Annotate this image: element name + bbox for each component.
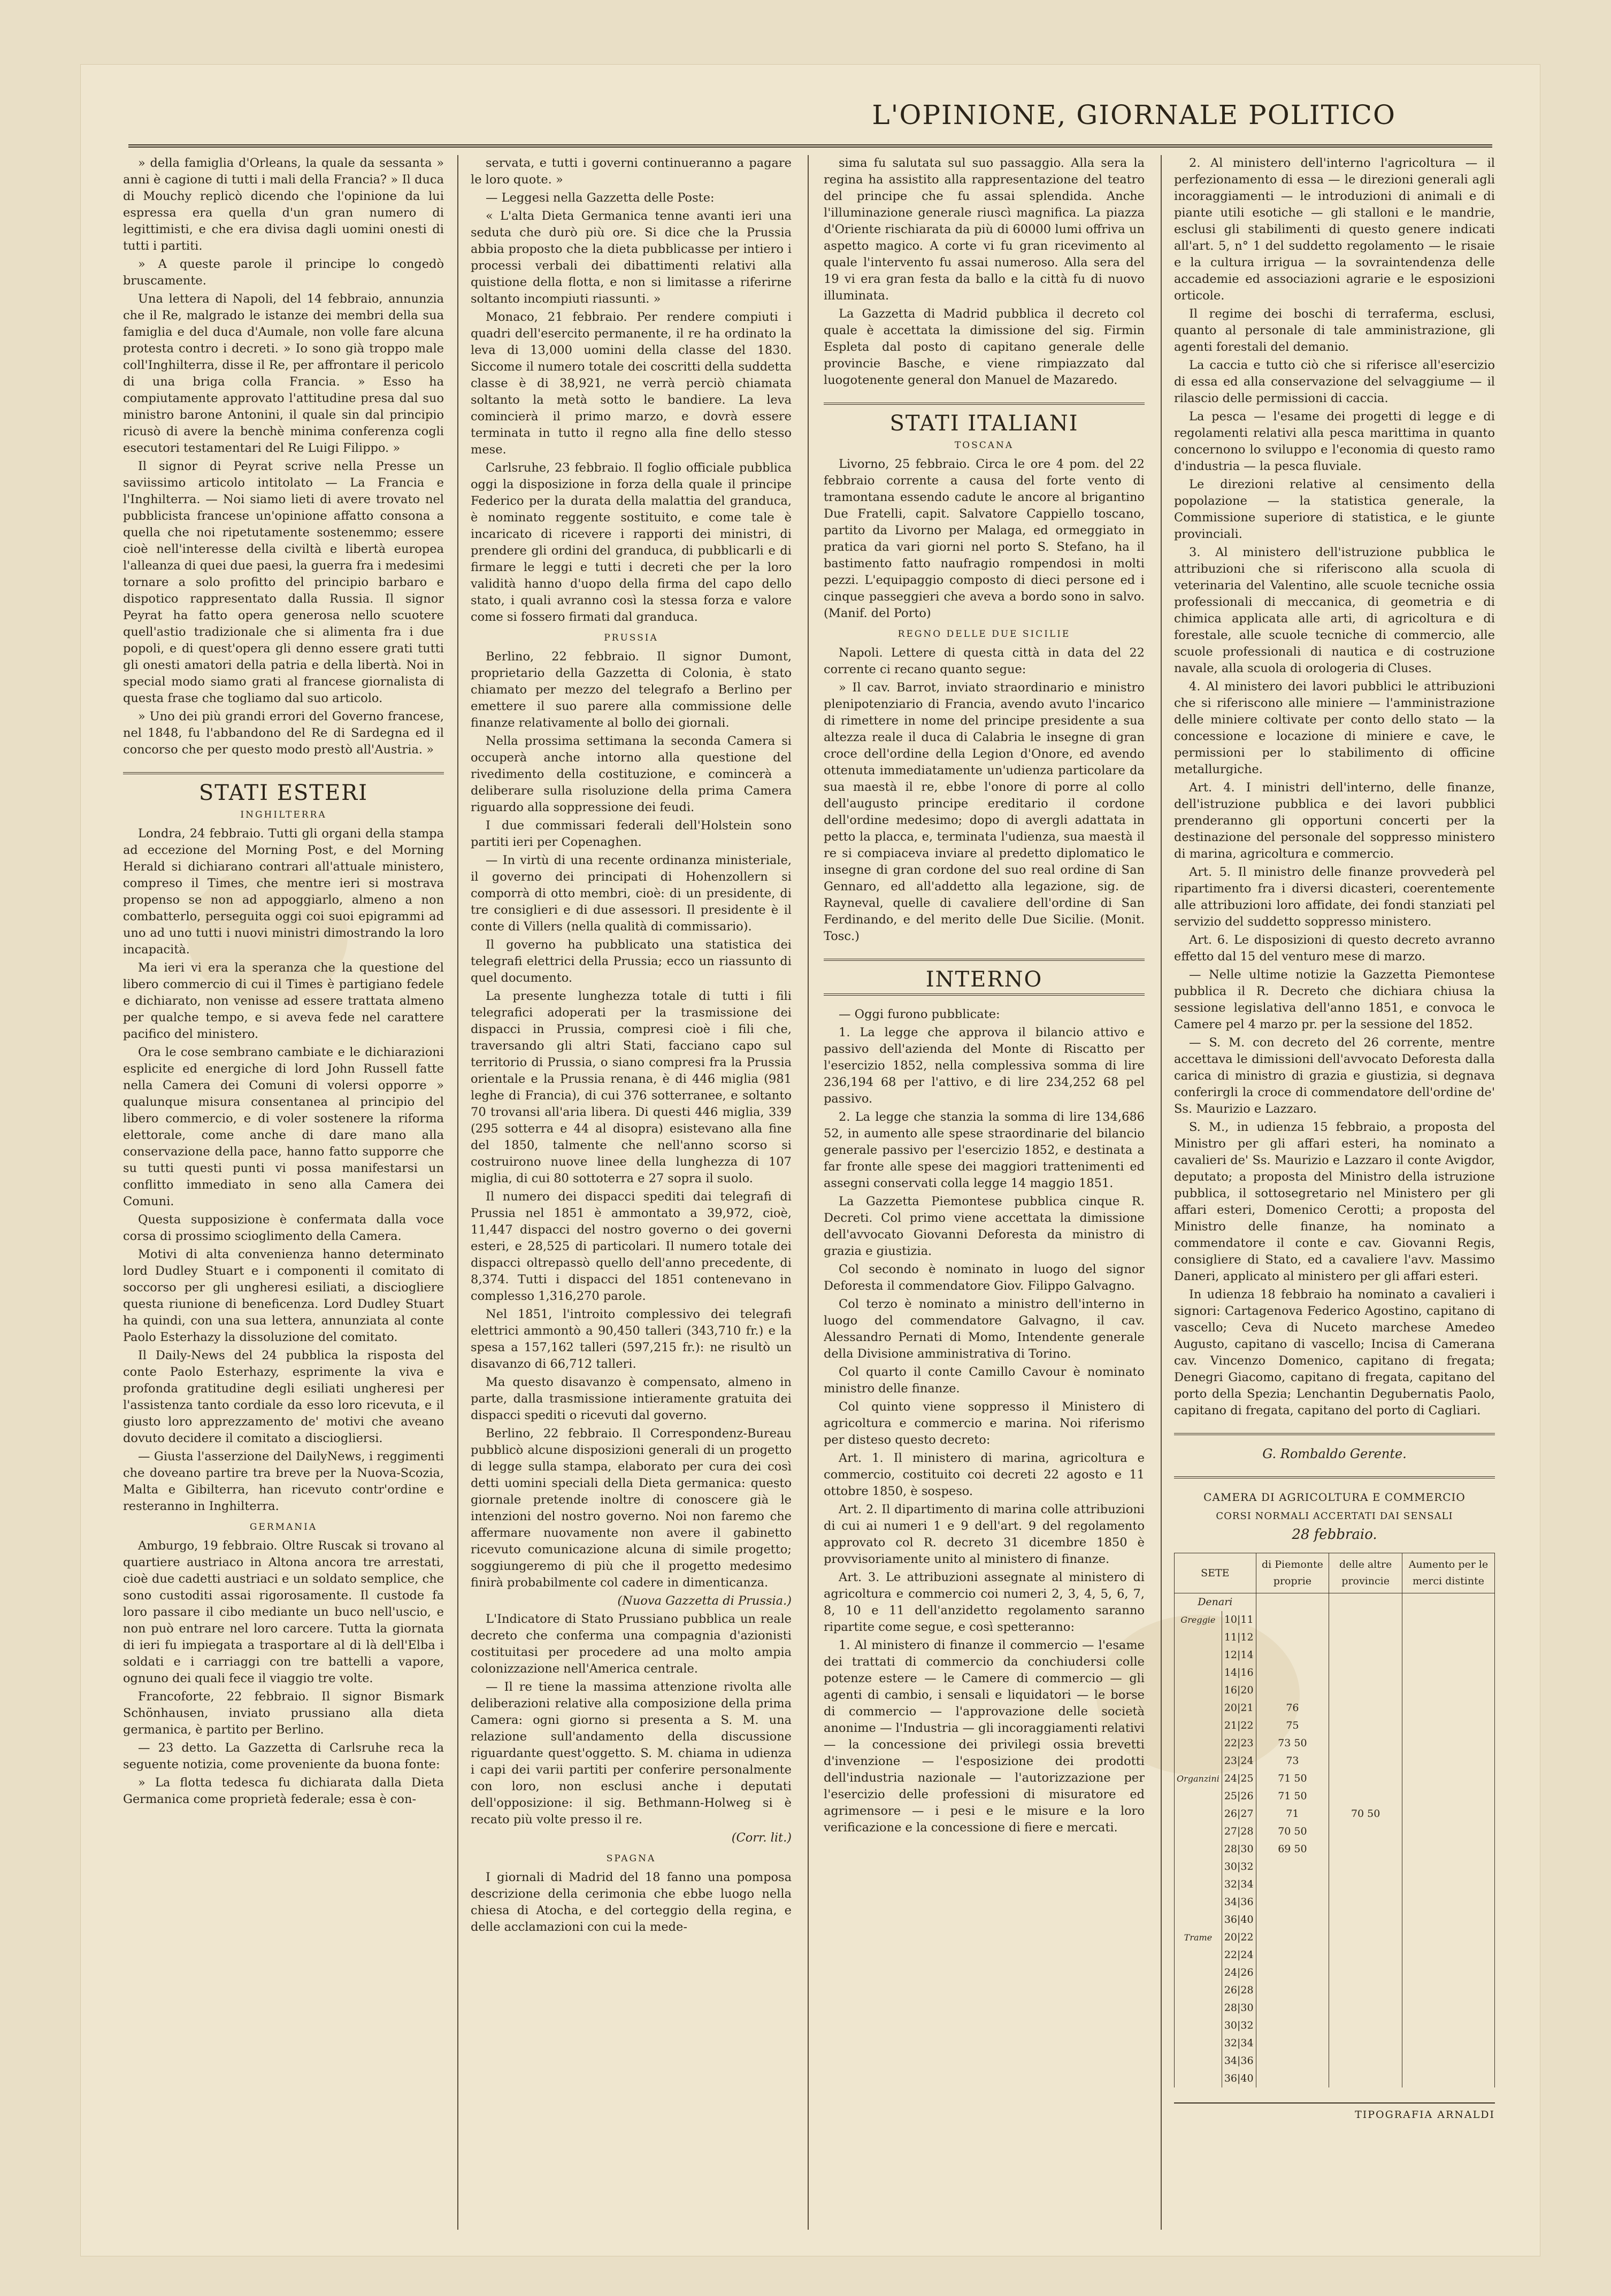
table-cell (1256, 1611, 1329, 1629)
col1-intro-text (123, 155, 444, 758)
table-cell: 70 50 (1329, 1805, 1402, 1823)
paragraph: Napoli. Lettere di questa città in data del 22 corrente ci recano quanto segue: (824, 646, 1145, 676)
table-cell (1175, 1805, 1222, 1823)
table-cell: 36|40 (1222, 1911, 1256, 1929)
table-cell (1175, 1999, 1222, 2017)
paragraph: Col secondo è nominato in luogo del signor Deforesta il commendatore Giov. Filippo Galvagno. (824, 1262, 1145, 1293)
table-row (1175, 1611, 1495, 1629)
paragraph: Col quarto il conte Camillo Cavour è nominato ministro delle finanze. (824, 1365, 1145, 1396)
table-header: Aumento per le merci distinte (1402, 1553, 1495, 1593)
table-cell: 36|40 (1222, 2070, 1256, 2087)
table-row (1175, 1840, 1495, 1858)
subsection-title-tuscany: TOSCANA (954, 440, 1014, 451)
subsection-title-england: INGHILTERRA (240, 810, 327, 820)
table-row (1175, 1699, 1495, 1717)
table-cell: 30|32 (1222, 1858, 1256, 1876)
paragraph: Monaco, 21 febbraio. Per rendere compiuti i quadri dell'esercito permanente, il re ha ordinato la leva di 13,000 uomini della classe del 1830. Siccome il numero totale dei coscritti della suddetta classe è di 38,921, ne verrà perciò chiamata soltanto la metà sotto le bandiere. La leva comincierà il primo marzo, e dovrà essere terminata in tutto il regno alla fine dello stesso mese. (471, 310, 792, 457)
paragraph: — Il re tiene la massima attenzione rivolta alle deliberazioni relative alla composizione della prima Camera: ogni giorno si presenta a S. M. una relazione sull'andamento della discussione riguardante quest'oggetto. S. M. chiama in udienza i capi dei varii partiti per conferire personalmente con loro, non esclusi anche i deputati dell'opposizione: il sig. Bethmann-Holweg si è recato più volte presso il re. (471, 1680, 792, 1827)
table-cell (1256, 1946, 1329, 1964)
quotes-title: CORSI NORMALI ACCERTATI DAI SENSALI (1216, 1511, 1453, 1522)
paragraph: » La flotta tedesca fu dichiarata dalla Dieta Germanica come proprietà federale; essa è con- (123, 1776, 444, 1806)
section-separator (123, 772, 444, 774)
paragraph: » A queste parole il principe lo congedò bruscamente. (123, 257, 444, 288)
table-cell: 11|12 (1222, 1629, 1256, 1646)
paragraph: La caccia e tutto ciò che si riferisce all'esercizio di essa ed alla conservazione del selvaggiume — il rilascio delle permissioni di caccia. (1174, 358, 1495, 405)
table-cell: 23|24 (1222, 1752, 1256, 1770)
table-cell (1402, 1770, 1495, 1788)
paragraph: Art. 6. Le disposizioni di questo decreto avranno effetto dal 15 del venturo mese di marzo. (1174, 933, 1495, 964)
table-cell: 70 50 (1256, 1823, 1329, 1840)
subsection-title-spain: SPAGNA (606, 1853, 656, 1864)
paragraph: Una lettera di Napoli, del 14 febbraio, annunzia che il Re, malgrado le istanze dei membri della sua famiglia e del duca d'Aumale, non volle fare alcuna protesta contro i decreti. » Io sono già troppo male coll'Inghilterra, disse il Re, per affrontare il pericolo di una briga colla Francia. » Esso ha compiutamente approvato l'attitudine presa dal suo ministro barone Antonini, il quale sin dal principio ricusò di avere la benchè minima conferenza cogli esecutori testamentari del Re Luigi Filippo. » (123, 292, 444, 455)
editor-signature: G. Rombaldo Gerente. (1262, 1446, 1407, 1461)
table-cell (1329, 1770, 1402, 1788)
table-cell (1175, 1788, 1222, 1805)
table-cell (1329, 2070, 1402, 2087)
paragraph: L'Indicatore di Stato Prussiano pubblica un reale decreto che conferma una compagnia d'azionisti costituitasi per procedere ad una molto ampia colonizzazione nell'America centrale. (471, 1612, 792, 1676)
table-cell: 73 50 (1256, 1735, 1329, 1752)
table-cell: 14|16 (1222, 1664, 1256, 1682)
table-cell (1256, 1858, 1329, 1876)
table-cell: 75 (1256, 1717, 1329, 1735)
table-cell (1175, 1699, 1222, 1717)
table-cell: Greggie (1175, 1611, 1222, 1629)
table-cell (1329, 1646, 1402, 1664)
table-header: delle altre provincie (1329, 1553, 1402, 1593)
section-separator (1174, 1476, 1495, 1478)
paragraph: Art. 3. Le attribuzioni assegnate al ministero di agricoltura e commercio coi numeri 2, 3, 4, 5, 6, 7, 8, 10 e 11 dell'anzidetto regolamento saranno ripartite come segue, e così spetteranno: (824, 1570, 1145, 1634)
table-cell (1402, 1788, 1495, 1805)
table-row (1175, 1823, 1495, 1840)
table-row (1175, 1911, 1495, 1929)
table-cell (1402, 1858, 1495, 1876)
table-cell (1175, 1946, 1222, 1964)
table-cell (1329, 1964, 1402, 1982)
quotes-date: 28 febbraio. (1292, 1527, 1377, 1543)
table-cell (1329, 1911, 1402, 1929)
table-cell (1256, 1911, 1329, 1929)
table-cell (1402, 1946, 1495, 1964)
table-cell (1256, 1876, 1329, 1893)
table-cell (1329, 1752, 1402, 1770)
table-cell (1329, 1840, 1402, 1858)
column-2 (471, 155, 792, 2230)
newspaper-page (80, 64, 1540, 2256)
table-cell: 71 50 (1256, 1770, 1329, 1788)
table-cell (1175, 1629, 1222, 1646)
table-row (1175, 1682, 1495, 1699)
column-divider (457, 155, 458, 2230)
table-cell: Trame (1175, 1929, 1222, 1946)
section-title-italian-states: STATI ITALIANI (889, 411, 1079, 436)
table-cell (1256, 1664, 1329, 1682)
table-row (1175, 1770, 1495, 1788)
paragraph: Francoforte, 22 febbraio. Il signor Bismark Schönhausen, inviato prussiano alla dieta germanica, è partito per Berlino. (123, 1690, 444, 1737)
table-cell (1329, 1682, 1402, 1699)
table-cell (1175, 1646, 1222, 1664)
table-cell (1256, 2035, 1329, 2052)
paragraph: servata, e tutti i governi continueranno a pagare le loro quote. » (471, 156, 792, 187)
paragraph: Motivi di alta convenienza hanno determinato lord Dudley Stuart e i componenti il comitato di soccorso per gli ungheresi esiliati, a disciogliere questa riunione di beneficenza. Lord Dudley Stuart ha quindi, con una sua lettera, annunziata al conte Paolo Esterhazy la dissoluzione del comitato. (123, 1247, 444, 1344)
table-cell (1175, 1840, 1222, 1858)
table-row (1175, 2052, 1495, 2070)
silk-prices-table (1174, 1553, 1495, 2087)
table-cell (1175, 1911, 1222, 1929)
section-separator (1174, 1433, 1495, 1435)
masthead-rule (128, 144, 1492, 148)
masthead (128, 86, 1492, 150)
section-separator (824, 959, 1145, 961)
table-cell (1175, 1964, 1222, 1982)
table-row (1175, 1999, 1495, 2017)
table-cell (1175, 1893, 1222, 1911)
table-cell (1402, 2035, 1495, 2052)
table-row (1175, 2017, 1495, 2035)
subsection-title-two-sicilies: REGNO DELLE DUE SICILIE (897, 629, 1071, 640)
paragraph: — S. M. con decreto del 26 corrente, mentre accettava le dimissioni dell'avvocato Deforesta dalla carica di ministro di grazia e giustizia, si degnava conferirgli la croce di commendatore dell'ordine de' Ss. Maurizio e Lazzaro. (1174, 1036, 1495, 1116)
paragraph: Art. 1. Il ministero di marina, agricoltura e commercio, costituito coi decreti 22 agosto e 11 ottobre 1850, è sospeso. (824, 1451, 1145, 1498)
table-cell (1329, 1982, 1402, 1999)
table-cell: 71 50 (1256, 1788, 1329, 1805)
table-row (1175, 1964, 1495, 1982)
printer-imprint: TIPOGRAFIA ARNALDI (1174, 2102, 1495, 2123)
table-row (1175, 1946, 1495, 1964)
paragraph: Ma questo disavanzo è compensato, almeno in parte, dalla trasmissione intieramente gratuita dei dispacci spediti o ricevuti dal governo. (471, 1375, 792, 1422)
table-cell: 20|21 (1222, 1699, 1256, 1717)
table-cell (1256, 2017, 1329, 2035)
table-row (1175, 1717, 1495, 1735)
table-cell (1402, 1999, 1495, 2017)
paragraph: La presente lunghezza totale di tutti i fili telegrafici adoperati per la trasmissione dei dispacci in Prussia, compresi cioè i fili che, traversando gli altri Stati, facciano capo sul territorio di Prussia, o siano compresi fra la Prussia orientale e la Prussia renana, è di 446 miglia (981 leghe di Francia), di cui 376 sotterranee, e soltanto 70 trovansi all'aria libera. Di questi 446 miglia, 339 (295 sotterra e 44 al disopra) esistevano alla fine del 1850, talmente che nell'anno scorso si costruirono nuove linee della lunghezza di 107 miglia, di cui 80 sottoterra e 27 sopra il suolo. (471, 989, 792, 1185)
table-cell (1329, 1893, 1402, 1911)
table-cell (1175, 1735, 1222, 1752)
table-header: di Piemonte proprie (1256, 1553, 1329, 1593)
table-cell (1329, 1999, 1402, 2017)
table-cell (1402, 1682, 1495, 1699)
table-cell: 69 50 (1256, 1840, 1329, 1858)
paragraph: 4. Al ministero dei lavori pubblici le attribuzioni che si riferiscono alle miniere — l'amministrazione delle miniere coltivate per conto dello stato — la concessione e locazione di miniere e cave, le permissioni per lo stabilimento di officine metallurgiche. (1174, 680, 1495, 776)
table-cell: 24|26 (1222, 1964, 1256, 1982)
table-cell (1329, 2017, 1402, 2035)
paragraph: — Giusta l'asserzione del DailyNews, i reggimenti che doveano partire tra breve per la Nuova-Scozia, Malta e Gibilterra, han ricevuto contr'ordine e resteranno in Inghilterra. (123, 1450, 444, 1513)
paragraph: 1. La legge che approva il bilancio attivo e passivo dell'azienda del Monte di Riscatto per l'esercizio 1852, nella complessiva somma di lire 236,194 68 per l'attivo, e di lire 234,252 68 pel passivo. (824, 1026, 1145, 1106)
table-cell (1402, 1646, 1495, 1664)
table-cell (1329, 1664, 1402, 1682)
table-cell: 26|28 (1222, 1982, 1256, 1999)
table-cell (1329, 1611, 1402, 1629)
paragraph: Le direzioni relative al censimento della popolazione — la statistica generale, la Commissione superiore di statistica, e le giunte provinciali. (1174, 477, 1495, 541)
table-cell (1402, 1752, 1495, 1770)
paragraph: Il regime dei boschi di terraferma, esclusi, quanto al personale di tale amministrazione, gli agenti forestali del demanio. (1174, 307, 1495, 354)
paragraph: — Leggesi nella Gazzetta delle Poste: (486, 191, 715, 205)
paragraph: — Nelle ultime notizie la Gazzetta Piemontese pubblica il R. Decreto che dichiara chiusa la sessione legislativa dell'anno 1851, e convoca le Camere pel 4 marzo pr. per la sessione del 1852. (1174, 968, 1495, 1031)
table-cell: Organzini (1175, 1770, 1222, 1788)
table-cell (1175, 1858, 1222, 1876)
table-row (1175, 1629, 1495, 1646)
table-cell (1402, 1964, 1495, 1982)
subsection-title-prussia: PRUSSIA (604, 633, 658, 643)
paragraph: — In virtù di una recente ordinanza ministeriale, il governo dei principati di Hohenzollern si comporrà di otto membri, cioè: di un presidente, di tre consiglieri e di due assessori. Il presidente è il conte di Villers (nella qualità di commissario). (471, 853, 792, 934)
table-cell: 24|25 (1222, 1770, 1256, 1788)
table-cell: 20|22 (1222, 1929, 1256, 1946)
table-cell (1256, 1593, 1329, 1612)
subsection-title-germany: GERMANIA (249, 1522, 318, 1532)
table-cell: 76 (1256, 1699, 1329, 1717)
paragraph: Il signor di Peyrat scrive nella Presse un saviissimo articolo intitolato — La Francia e l'Inghilterra. — Noi siamo lieti di avere trovato nel pubblicista francese un'opinione affatto consona a quella che noi ripetutamente sostenemmo; essere cioè nell'interesse della civiltà e libertà europea l'alleanza di quei due paesi, la guerra fra i medesimi tornare a solo profitto del principio barbaro e dispotico rappresentato dalla Russia. Il signor Peyrat ha fatto opera generosa nello scuotere quell'astio tradizionale che si alimenta fra i due popoli, e di quest'opera gli denno essere grati tutti gli onesti amatori della patria e della libertà. Noi in special modo siamo grati al francese giornalista di questa frase che togliamo dal suo articolo. (123, 459, 444, 705)
table-row (1175, 1646, 1495, 1664)
table-cell (1256, 1646, 1329, 1664)
table-cell (1175, 1823, 1222, 1840)
paragraph: (Corr. lit.) (731, 1831, 792, 1845)
paragraph: Berlino, 22 febbraio. Il signor Dumont, proprietario della Gazzetta di Colonia, è stato chiamato per mezzo del telegrafo a Berlino per emettere il suo parere alla commissione delle finanze relativamente al bollo dei giornali. (471, 650, 792, 730)
paragraph: » della famiglia d'Orleans, la quale da sessanta » anni è cagione di tutti i mali della Francia? » Il duca di Mouchy replicò dicendo che l'opinione da lui espressa era quella d'un gran numero di legittimisti, e che era divisa dagli uomini onesti di tutti i partiti. (123, 156, 444, 253)
paragraph: sima fu salutata sul suo passaggio. Alla sera la regina ha assistito alla rappresentazione del teatro del principe che fu assai splendida. Anche l'illuminazione generale riuscì magnifica. La piazza d'Oriente rischiarata da più di 60000 lumi offriva un aspetto magico. A corte vi fu gran ricevimento al quale l'intervento fu assai numeroso. Alla sera del 19 vi era gran festa da ballo e la città fu di nuovo illuminata. (824, 156, 1145, 303)
paragraph: 1. Al ministero di finanze il commercio — l'esame dei trattati di commercio da conchiudersi colle potenze estere — le Camere di commercio — gli agenti di cambio, i sensali e liquidatori — le borse di commercio — l'approvazione delle società anonime — l'Industria — gli incoraggiamenti relativi — la concessione dei privilegi ossia brevetti d'invenzione — l'esposizione dei prodotti dell'industria nazionale — l'autorizzazione per l'esercizio delle professioni di misuratore ed agrimensore — i pesi e le misure e la loro verificazione e la concessione di fiere e mercati. (824, 1638, 1145, 1835)
table-cell (1329, 1858, 1402, 1876)
table-cell (1175, 2052, 1222, 2070)
table-cell (1329, 1735, 1402, 1752)
paragraph: Berlino, 22 febbraio. Il Correspondenz-Bureau pubblicò alcune disposizioni generali di un progetto di legge sulla stampa, elaborato per cura dei così detti uomini speciali della Dieta germanica: questo giornale pretende inoltre di conoscere già le intenzioni del nostro governo. Noi non faremo che affermare nuovamente non avere il gabinetto ricevuto comunicazione alcuna di simile progetto; soggiungeremo di più che il progetto medesimo finirà probabilmente col cadere in dimenticanza. (471, 1427, 792, 1590)
paragraph: I due commissari federali dell'Holstein sono partiti ieri per Copenaghen. (471, 819, 792, 849)
section-title-interior: INTERNO (925, 967, 1043, 992)
table-cell (1402, 2017, 1495, 2035)
paragraph: Nella prossima settimana la seconda Camera si occuperà anche intorno alla questione del rivedimento della costituzione, e comincerà a deliberare sulla risoluzione della prima Camera riguardo alla soppressione dei feudi. (471, 734, 792, 814)
paragraph: Ora le cose sembrano cambiate e le dichiarazioni esplicite ed energiche di lord John Russell fatte nella Camera dei Comuni di volersi opporre » qualunque misura consentanea al principio del libero commercio, e di voler sostenere la riforma elettorale, come anche di dare mano alla conservazione della pace, hanno fatto supporre che su tutti questi punti vi possa manifestarsi un conflitto immediato in seno alla Camera dei Comuni. (123, 1045, 444, 1208)
paragraph: » Il cav. Barrot, inviato straordinario e ministro plenipotenziario di Francia, avendo avuto l'incarico di rimettere in nome del principe presidente a sua altezza reale il duca di Calabria le insegne di gran croce dell'ordine della Legion d'Onore, ed avendo ottenuta immediatamente un'udienza particolare da sua maestà il re, ebbe l'onore di porre al collo dell'augusto principe ereditario il cordone dell'ordine medesimo; dopo di avergli adattata in petto la placca, e, terminata l'udienza, sua maestà il re si compiaceva inviare al predetto diplomatico le insegne di gran cordone del suo real ordine di San Gennaro, ed all'addetto alla legazione, sig. de Rayneval, quelle di cavaliere dell'ordine di San Ferdinando, e del merito delle Due Sicilie. (Monit. Tosc.) (824, 681, 1145, 943)
table-cell (1402, 1629, 1495, 1646)
paragraph: 3. Al ministero dell'istruzione pubblica le attribuzioni che si riferiscono alla scuola di veterinaria del Valentino, alle scuole tecniche ossia professionali di meccanica, di geometria e di chimica applicata alle arti, di agricoltura e di forestale, alle scuole tecniche di commercio, alle scuole professionali di nautica e di costruzione navale, alla scuola di orologeria di Cluses. (1174, 545, 1495, 675)
table-row (1175, 1752, 1495, 1770)
table-cell (1329, 1629, 1402, 1646)
paragraph: (Nuova Gazzetta di Prussia.) (617, 1594, 792, 1608)
table-cell: 32|34 (1222, 2035, 1256, 2052)
section-separator (824, 403, 1145, 405)
table-cell: 28|30 (1222, 1999, 1256, 2017)
paragraph: Il numero dei dispacci spediti dai telegrafi di Prussia nel 1851 è ammontato a 39,972, cioè, 11,447 dispacci del nostro governo o dei governi esteri, e 28,525 di particolari. Il numero totale dei dispacci oltrepassò quello dell'anno precedente, di 8,374. Tutti i dispacci del 1851 contenevano in complesso 1,316,270 parole. (471, 1190, 792, 1303)
table-cell: 22|23 (1222, 1735, 1256, 1752)
table-row (1175, 1664, 1495, 1682)
table-cell (1329, 1717, 1402, 1735)
table-body (1175, 1593, 1495, 2088)
paragraph: Carlsruhe, 23 febbraio. Il foglio officiale pubblica oggi la disposizione in forza della quale il principe Federico per la durata della malattia del granduca, è nominato reggente sostituito, e come tale è incaricato di ricevere i rapporti dei ministri, di prendere gli ordini del granduca, di pubblicarli e di firmare le leggi e tutti i decreti che per la loro validità hanno d'uopo della firma del capo dello stato, i quali avranno così la stessa forza e valore come si fossero firmati dal granduca. (471, 461, 792, 624)
table-cell (1256, 1682, 1329, 1699)
table-cell (1329, 1876, 1402, 1893)
column-divider (1161, 155, 1162, 2230)
table-row (1175, 1876, 1495, 1893)
table-cell (1256, 1999, 1329, 2017)
table-cell: 73 (1256, 1752, 1329, 1770)
table-cell (1402, 1735, 1495, 1752)
paragraph: Il governo ha pubblicato una statistica dei telegrafi elettrici della Prussia; ecco un riassunto di quel documento. (471, 938, 792, 985)
table-cell: 10|11 (1222, 1611, 1256, 1629)
table-cell (1402, 1911, 1495, 1929)
table-row (1175, 1593, 1495, 1612)
paragraph: Livorno, 25 febbraio. Circa le ore 4 pom. del 22 febbraio corrente a causa del forte vento di tramontana essendo cadute le ancore al brigantino Due Fratelli, capit. Salvatore Cappiello toscano, partito da Livorno per Malaga, ed ormeggiato in pratica da vari giorni nel porto S. Stefano, ha il bastimento fatto naufragio rompendosi in molti pezzi. L'equipaggio composto di dieci persone ed i cinque passeggieri che aveva a bordo sono in salvo. (Manif. del Porto) (824, 457, 1145, 620)
table-cell (1175, 2035, 1222, 2052)
paragraph: Nel 1851, l'introito complessivo dei telegrafi elettrici ammontò a 90,450 talleri (343,710 fr.) e la spesa a 157,162 talleri (597,215 fr.): ne risultò un disavanzo di 66,712 talleri. (471, 1307, 792, 1371)
column-4 (1174, 155, 1495, 2230)
table-cell (1256, 1893, 1329, 1911)
table-cell (1256, 1964, 1329, 1982)
paragraph: Col quinto viene soppresso il Ministero di agricoltura e commercio e marina. Noi riferismo per disteso questo decreto: (824, 1400, 1145, 1447)
table-row (1175, 2035, 1495, 2052)
table-cell: 34|36 (1222, 1893, 1256, 1911)
masthead-title: L'OPINIONE, GIORNALE POLITICO (872, 99, 1396, 130)
table-cell (1402, 2070, 1495, 2087)
paragraph: S. M., in udienza 15 febbraio, a proposta del Ministro per gli affari esteri, ha nominato a cavalieri de' Ss. Maurizio e Lazzaro il conte Avigdor, deputato; a proposta del Ministro della istruzione pubblica, il sottosegretario nel Ministero per gli affari esteri, Domenico Cerotti; a proposta del Ministro delle finanze, ha nominato a commendatore il conte e cav. Giovanni Regis, consigliere di Stato, ed a cavaliere l'avv. Massimo Daneri, applicato al ministero per gli affari esteri. (1174, 1120, 1495, 1283)
paragraph: 2. La legge che stanzia la somma di lire 134,686 52, in aumento alle spese straordinarie del bilancio generale passivo per l'esercizio 1852, e destinata a far fronte alle spese dei maggiori trattenimenti ed assegni conservati colla legge 14 maggio 1851. (824, 1110, 1145, 1190)
table-header: SETE (1175, 1553, 1256, 1593)
table-cell: 12|14 (1222, 1646, 1256, 1664)
paragraph: Art. 4. I ministri dell'interno, delle finanze, dell'istruzione pubblica e dei lavori pubblici prenderanno gli opportuni concerti per la destinazione del personale del soppresso ministero di marina, agricoltura e commercio. (1174, 781, 1495, 861)
table-cell: 28|30 (1222, 1840, 1256, 1858)
table-row (1175, 1893, 1495, 1911)
section-separator (824, 993, 1145, 996)
table-header-row (1175, 1553, 1495, 1593)
table-row (1175, 1982, 1495, 1999)
table-cell: 71 (1256, 1805, 1329, 1823)
table-row (1175, 1858, 1495, 1876)
table-cell (1402, 1664, 1495, 1682)
paragraph: — Oggi furono pubblicate: (839, 1007, 1000, 1021)
paragraph: » Uno dei più grandi errori del Governo francese, nel 1848, fu l'abbandono del Re di Sardegna ed il concorso che per questo modo prestò all'Austria. » (123, 710, 444, 757)
table-cell (1329, 2035, 1402, 2052)
table-cell (1256, 1982, 1329, 1999)
table-cell (1175, 1682, 1222, 1699)
table-cell: 34|36 (1222, 2052, 1256, 2070)
table-cell: 26|27 (1222, 1805, 1256, 1823)
table-row (1175, 1805, 1495, 1823)
table-cell (1175, 1752, 1222, 1770)
table-cell (1402, 2052, 1495, 2070)
table-cell (1175, 1982, 1222, 1999)
paragraph: Art. 5. Il ministro delle finanze provvederà pel ripartimento fra i diversi dicasteri, coerentemente alle attribuzioni loro affidate, dei fondi stanziati pel servizio del suddetto soppresso ministero. (1174, 865, 1495, 929)
paragraph: Col terzo è nominato a ministro dell'interno in luogo del commendatore Galvagno, il cav. Alessandro Pernati di Momo, Intendente generale della Divisione amministrativa di Torino. (824, 1297, 1145, 1361)
table-cell (1329, 2052, 1402, 2070)
table-cell (1256, 1929, 1329, 1946)
paragraph: La Gazzetta di Madrid pubblica il decreto col quale è accettata la dimissione del sig. Firmin Espleta dal posto di capitano generale delle provincie Basche, e viene rimpiazzato dal luogotenente general don Manuel de Mazaredo. (824, 307, 1145, 387)
table-cell (1402, 1823, 1495, 1840)
table-row (1175, 1788, 1495, 1805)
table-cell: 30|32 (1222, 2017, 1256, 2035)
table-row (1175, 1735, 1495, 1752)
table-cell: 22|24 (1222, 1946, 1256, 1964)
table-cell (1175, 2070, 1222, 2087)
table-cell (1256, 2070, 1329, 2087)
table-cell: 21|22 (1222, 1717, 1256, 1735)
table-cell (1256, 2052, 1329, 2070)
table-cell: 27|28 (1222, 1823, 1256, 1840)
table-cell (1329, 1593, 1402, 1612)
paragraph: La pesca — l'esame dei progetti di legge e di regolamenti relativi alla pesca marittima in quanto concernono lo sviluppo e l'economia di questo ramo d'industria — la pesca fluviale. (1174, 410, 1495, 473)
table-cell: 32|34 (1222, 1876, 1256, 1893)
chamber-title: CAMERA DI AGRICOLTURA E COMMERCIO (1203, 1491, 1466, 1504)
table-cell (1175, 1664, 1222, 1682)
table-cell: Denari (1175, 1593, 1256, 1612)
table-row (1175, 2070, 1495, 2087)
paragraph: Questa supposizione è confermata dalla voce corsa di prossimo scioglimento della Camera. (123, 1213, 444, 1243)
paragraph: In udienza 18 febbraio ha nominato a cavalieri i signori: Cartagenova Federico Agostino, capitano di vascello; Ceva di Nuceto marchese Amedeo Augusto, capitano di vascello; Incisa di Camerana cav. Vincenzo Domenico, capitano di fregata; Denegri Giacomo, capitano di fregata, capitano del porto della Spezia; Lenchantin Degubernatis Paolo, capitano di fregata, capitano del porto di Cagliari. (1174, 1288, 1495, 1417)
paragraph: Il Daily-News del 24 pubblica la risposta del conte Paolo Esterhazy, esprimente la viva e profonda gratitudine degli esiliati ungheresi per l'assistenza tanto cordiale da esso loro ricevuta, e il giusto loro apprezzamento de' motivi che aveano dovuto decidere il comitato a disciogliersi. (123, 1349, 444, 1445)
table-cell (1175, 1717, 1222, 1735)
paragraph: I giornali di Madrid del 18 fanno una pomposa descrizione della cerimonia che ebbe luogo nella chiesa di Atocha, e del corteggio della regina, e delle acclamazioni con cui la mede- (471, 1870, 792, 1934)
table-cell (1402, 1840, 1495, 1858)
table-cell (1402, 1893, 1495, 1911)
table-cell (1402, 1699, 1495, 1717)
table-cell: 16|20 (1222, 1682, 1256, 1699)
paragraph: — 23 detto. La Gazzetta di Carlsruhe reca la seguente notizia, come proveniente da buona fonte: (123, 1741, 444, 1771)
column-divider (808, 155, 809, 2230)
table-cell (1329, 1929, 1402, 1946)
table-cell (1402, 1929, 1495, 1946)
paragraph: Art. 2. Il dipartimento di marina colle attribuzioni di cui ai numeri 1 e 9 dell'art. 9 del regolamento approvato col R. decreto 31 dicembre 1850 è provvisoriamente unito al ministero di finanze. (824, 1503, 1145, 1566)
paragraph: Amburgo, 19 febbraio. Oltre Ruscak si trovano al quartiere austriaco in Altona ancora tre arrestati, cioè due cadetti austriaci e un soldato semplice, che sono custoditi assai rigorosamente. Il custode fa loro passare il cibo mediante un buco nell'uscio, e non può entrare nel loro carcere. Tutta la giornata di ieri fu impiegata a trasportare al di là dell'Elba i soldati e i carriaggi con tre battelli a vapore, ognuno dei quali fece il viaggio tre volte. (123, 1539, 444, 1685)
paragraph: Ma ieri vi era la speranza che la questione del libero commercio di cui il Times è partigiano fedele e dichiarato, non venisse ad essere trattata almeno per qualche tempo, e si aveva fede nel carattere pacifico del ministero. (123, 961, 444, 1041)
paragraph: « L'alta Dieta Germanica tenne avanti ieri una seduta che durò più ore. Si dice che la Prussia abbia proposto che la dieta pubblicasse per intiero i processi verbali dei dibattimenti relativi alla quistione della flotta, e non si limitasse a riferirne soltanto incompiuti riassunti. » (471, 209, 792, 306)
paragraph: La Gazzetta Piemontese pubblica cinque R. Decreti. Col primo viene accettata la dimissione dell'avvocato Giovanni Deforesta da ministro di grazia e giustizia. (824, 1195, 1145, 1258)
table-cell (1402, 1611, 1495, 1629)
table-cell (1402, 1593, 1495, 1612)
table-cell (1175, 1876, 1222, 1893)
table-cell (1402, 1876, 1495, 1893)
table-cell (1256, 1629, 1329, 1646)
table-cell (1402, 1717, 1495, 1735)
table-row (1175, 1929, 1495, 1946)
table-cell (1175, 2017, 1222, 2035)
paragraph: Londra, 24 febbraio. Tutti gli organi della stampa ad eccezione del Morning Post, e del Morning Herald si dichiarano contrari all'attuale ministero, compreso il Times, che mentre ieri si mostrava propenso se non ad appoggiarlo, almeno a non combatterlo, perseguita oggi coi suoi epigrammi ad uno ad uno tutti i nuovi ministri dimostrando la loro incapacità. (123, 827, 444, 957)
table-cell: 25|26 (1222, 1788, 1256, 1805)
table-cell (1402, 1805, 1495, 1823)
column-3 (824, 155, 1145, 2230)
table-cell (1402, 1982, 1495, 1999)
table-cell (1329, 1788, 1402, 1805)
table-cell (1329, 1823, 1402, 1840)
column-1 (123, 155, 444, 2230)
section-title-foreign-states: STATI ESTERI (198, 781, 369, 805)
table-cell (1329, 1946, 1402, 1964)
paragraph: 2. Al ministero dell'interno l'agricoltura — il perfezionamento di essa — le direzioni generali agli incoraggiamenti — le introduzioni di animali e di piante utili esotiche — gli stalloni e le mandrie, esclusi gli stabilimenti di questo genere indicati all'art. 5, n° 1 del suddetto regolamento — le risaie e la cultura irrigua — la sovraintendenza delle accademie ed associazioni agrarie e le esposizioni orticole. (1174, 156, 1495, 303)
table-cell (1329, 1699, 1402, 1717)
